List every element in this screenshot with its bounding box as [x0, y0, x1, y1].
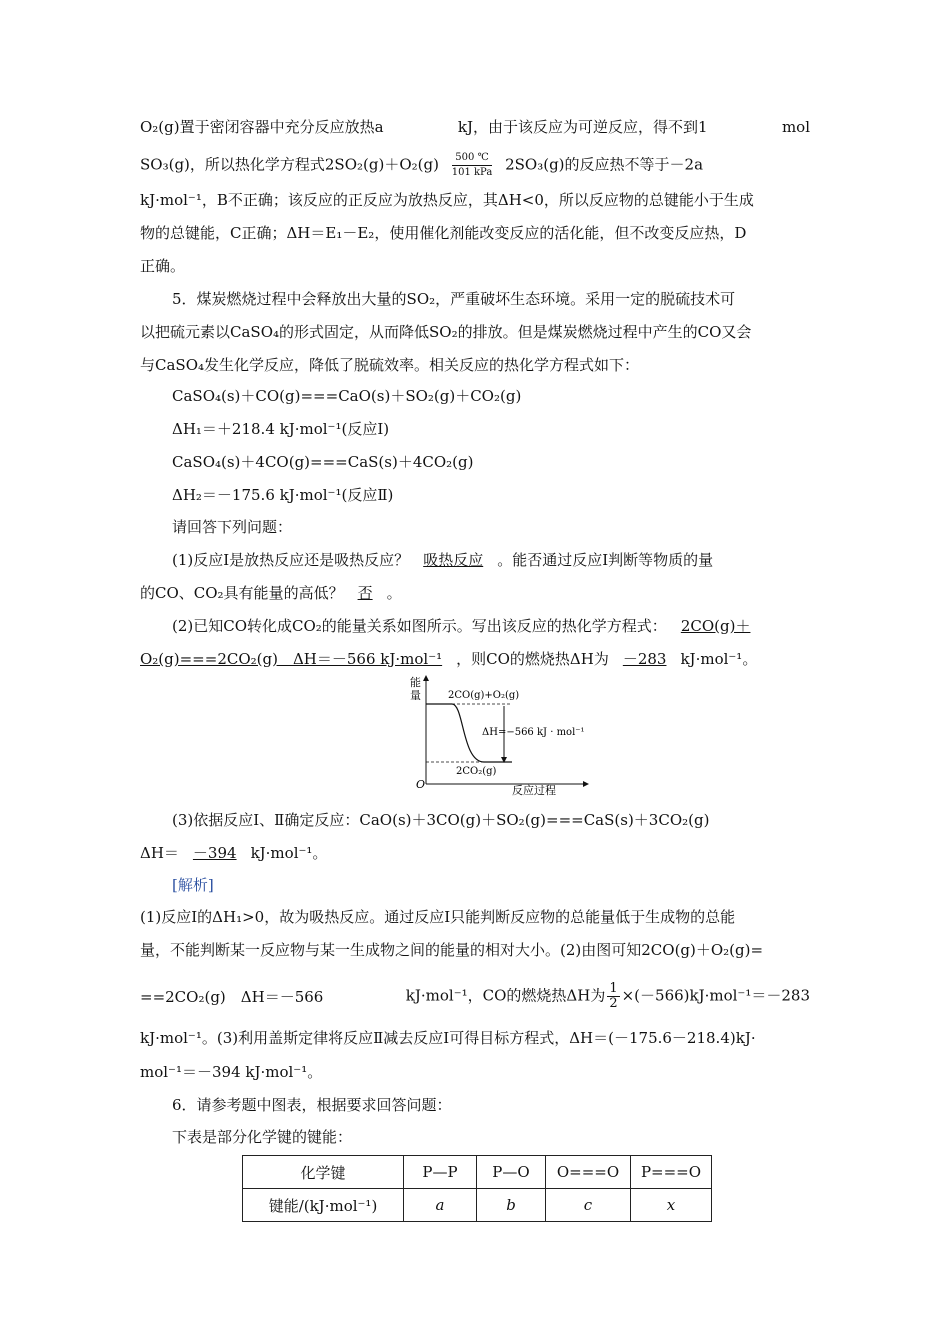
table-header-row [243, 1156, 712, 1189]
answer-blank: 吸热反应 [423, 551, 484, 569]
answer-blank: －283 [622, 650, 667, 668]
text-segment: 。 [386, 584, 402, 602]
equation-2: CaSO₄(s)＋4CO(g)===CaS(s)＋4CO₂(g) [172, 453, 474, 471]
text-segment: ΔH＝ [140, 844, 179, 862]
fraction-numerator: 1 [609, 981, 618, 996]
fraction-denominator: 2 [609, 996, 618, 1011]
reaction-condition [452, 152, 493, 179]
table-row [243, 1189, 712, 1222]
part-3: (3)依据反应Ⅰ、Ⅱ确定反应：CaO(s)＋3CO(g)＋SO₂(g)===CaS(s)＋3CO₂(g) [172, 811, 710, 829]
enthalpy-2: ΔH₂＝－175.6 kJ·mol⁻¹(反应Ⅱ) [172, 486, 394, 504]
part-2 [172, 616, 764, 636]
table-cell: P===O [631, 1156, 712, 1189]
answer-blank: 否 [357, 584, 373, 602]
table-cell: 化学键 [243, 1156, 404, 1189]
product-label: 2CO₂(g) [456, 766, 497, 777]
table-cell: 键能/(kJ·mol⁻¹) [243, 1189, 404, 1222]
text-segment: kJ·mol⁻¹，CO的燃烧热ΔH为 [405, 986, 606, 1005]
text-segment: ==2CO₂(g) ΔH＝－566 [140, 987, 324, 1006]
table-cell: x [631, 1189, 712, 1222]
prompt-text: 请回答下列问题： [172, 518, 293, 536]
answer-blank: －394 [192, 844, 237, 862]
enthalpy-1: ΔH₁＝＋218.4 kJ·mol⁻¹(反应Ⅰ) [172, 420, 390, 438]
text-line [140, 649, 757, 669]
table-cell: P—P [404, 1156, 477, 1189]
y-axis-label-1: 能 [410, 676, 421, 689]
equation-1: CaSO₄(s)＋CO(g)===CaO(s)＋SO₂(g)＋CO₂(g) [172, 387, 522, 405]
condition-temp: 500 ℃ [455, 152, 489, 163]
analysis-label: [解析] [172, 876, 214, 894]
analysis-line [140, 982, 810, 1011]
table-cell: P—O [477, 1156, 546, 1189]
text-line: 以把硫元素以CaSO₄的形式固定，从而降低SO₂的排放。但是煤炭燃烧过程中产生的CO又会 [140, 323, 752, 341]
table-cell: b [477, 1189, 546, 1222]
text-line [140, 152, 703, 179]
origin-label: O [416, 778, 426, 791]
answer-blank: O₂(g)===2CO₂(g) ΔH＝－566 kJ·mol⁻¹ [140, 650, 443, 668]
text-segment [406, 982, 810, 1011]
condition-pressure: 101 kPa [451, 167, 493, 178]
energy-diagram [400, 672, 590, 800]
text-segment: kJ，由于该反应为可逆反应，得不到1 [457, 118, 708, 136]
analysis-line: mol⁻¹＝－394 kJ·mol⁻¹。 [140, 1063, 323, 1081]
bond-energy-table [242, 1155, 712, 1222]
text-segment: mol [781, 118, 810, 136]
text-segment: 2SO₃(g)的反应热不等于－2a [505, 155, 704, 174]
text-line: 物的总键能，C正确；ΔH＝E₁－E₂，使用催化剂能改变反应的活化能，但不改变反应热，D [140, 224, 747, 242]
text-line [140, 843, 327, 863]
analysis-line: (1)反应Ⅰ的ΔH₁>0，故为吸热反应。通过反应Ⅰ只能判断反应物的总能量低于生成物的总能 [140, 908, 736, 926]
table-cell: c [546, 1189, 631, 1222]
dh-label: ΔH=−566 kJ · mol⁻¹ [482, 727, 585, 738]
y-axis-label-2: 量 [410, 689, 421, 702]
text-segment: SO₃(g)，所以热化学方程式2SO₂(g)＋O₂(g) [140, 155, 439, 174]
text-line: 与CaSO₄发生化学反应，降低了脱硫效率。相关反应的热化学方程式如下： [140, 356, 640, 374]
x-axis-label: 反应过程 [512, 784, 556, 797]
answer-blank: 2CO(g)＋ [680, 617, 751, 635]
analysis-line: 量，不能判断某一反应物与某一生成物之间的能量的相对大小。(2)由图可知2CO(g)＋O₂(g)= [140, 941, 764, 959]
text-segment: ，则CO的燃烧热ΔH为 [456, 650, 609, 668]
table-caption: 下表是部分化学键的键能： [172, 1128, 353, 1146]
text-line [140, 583, 402, 603]
analysis-line: kJ·mol⁻¹。(3)利用盖斯定律将反应Ⅱ减去反应Ⅰ可得目标方程式，ΔH＝(－175.6－218.4)kJ· [140, 1029, 756, 1047]
text-segment: ×(－566)kJ·mol⁻¹＝－283 [621, 986, 810, 1005]
text-line: kJ·mol⁻¹，B不正确；该反应的正反应为放热反应，其ΔH<0，所以反应物的总键能小于生成 [140, 191, 754, 209]
reactant-label: 2CO(g)+O₂(g) [448, 690, 520, 701]
text-segment: 的CO、CO₂具有能量的高低？ [140, 584, 344, 602]
fraction [607, 982, 619, 1011]
part-1 [172, 550, 713, 570]
text-line [140, 117, 810, 137]
table-cell: a [404, 1189, 477, 1222]
text-segment: (1)反应Ⅰ是放热反应还是吸热反应？ [172, 551, 410, 569]
text-segment: O₂(g)置于密闭容器中充分反应放热a [140, 118, 384, 136]
text-line: 正确。 [140, 257, 186, 275]
text-segment: kJ·mol⁻¹。 [250, 844, 328, 862]
table-cell: O===O [546, 1156, 631, 1189]
text-segment: (2)已知CO转化成CO₂的能量关系如图所示。写出该反应的热化学方程式： [172, 617, 667, 635]
question-6: 6．请参考题中图表，根据要求回答问题： [172, 1096, 452, 1114]
question-5: 5．煤炭燃烧过程中会释放出大量的SO₂，严重破坏生态环境。采用一定的脱硫技术可 [172, 290, 736, 308]
text-segment: kJ·mol⁻¹。 [680, 650, 758, 668]
text-segment: 。能否通过反应Ⅰ判断等物质的量 [497, 551, 714, 569]
condition-bar [452, 165, 493, 166]
